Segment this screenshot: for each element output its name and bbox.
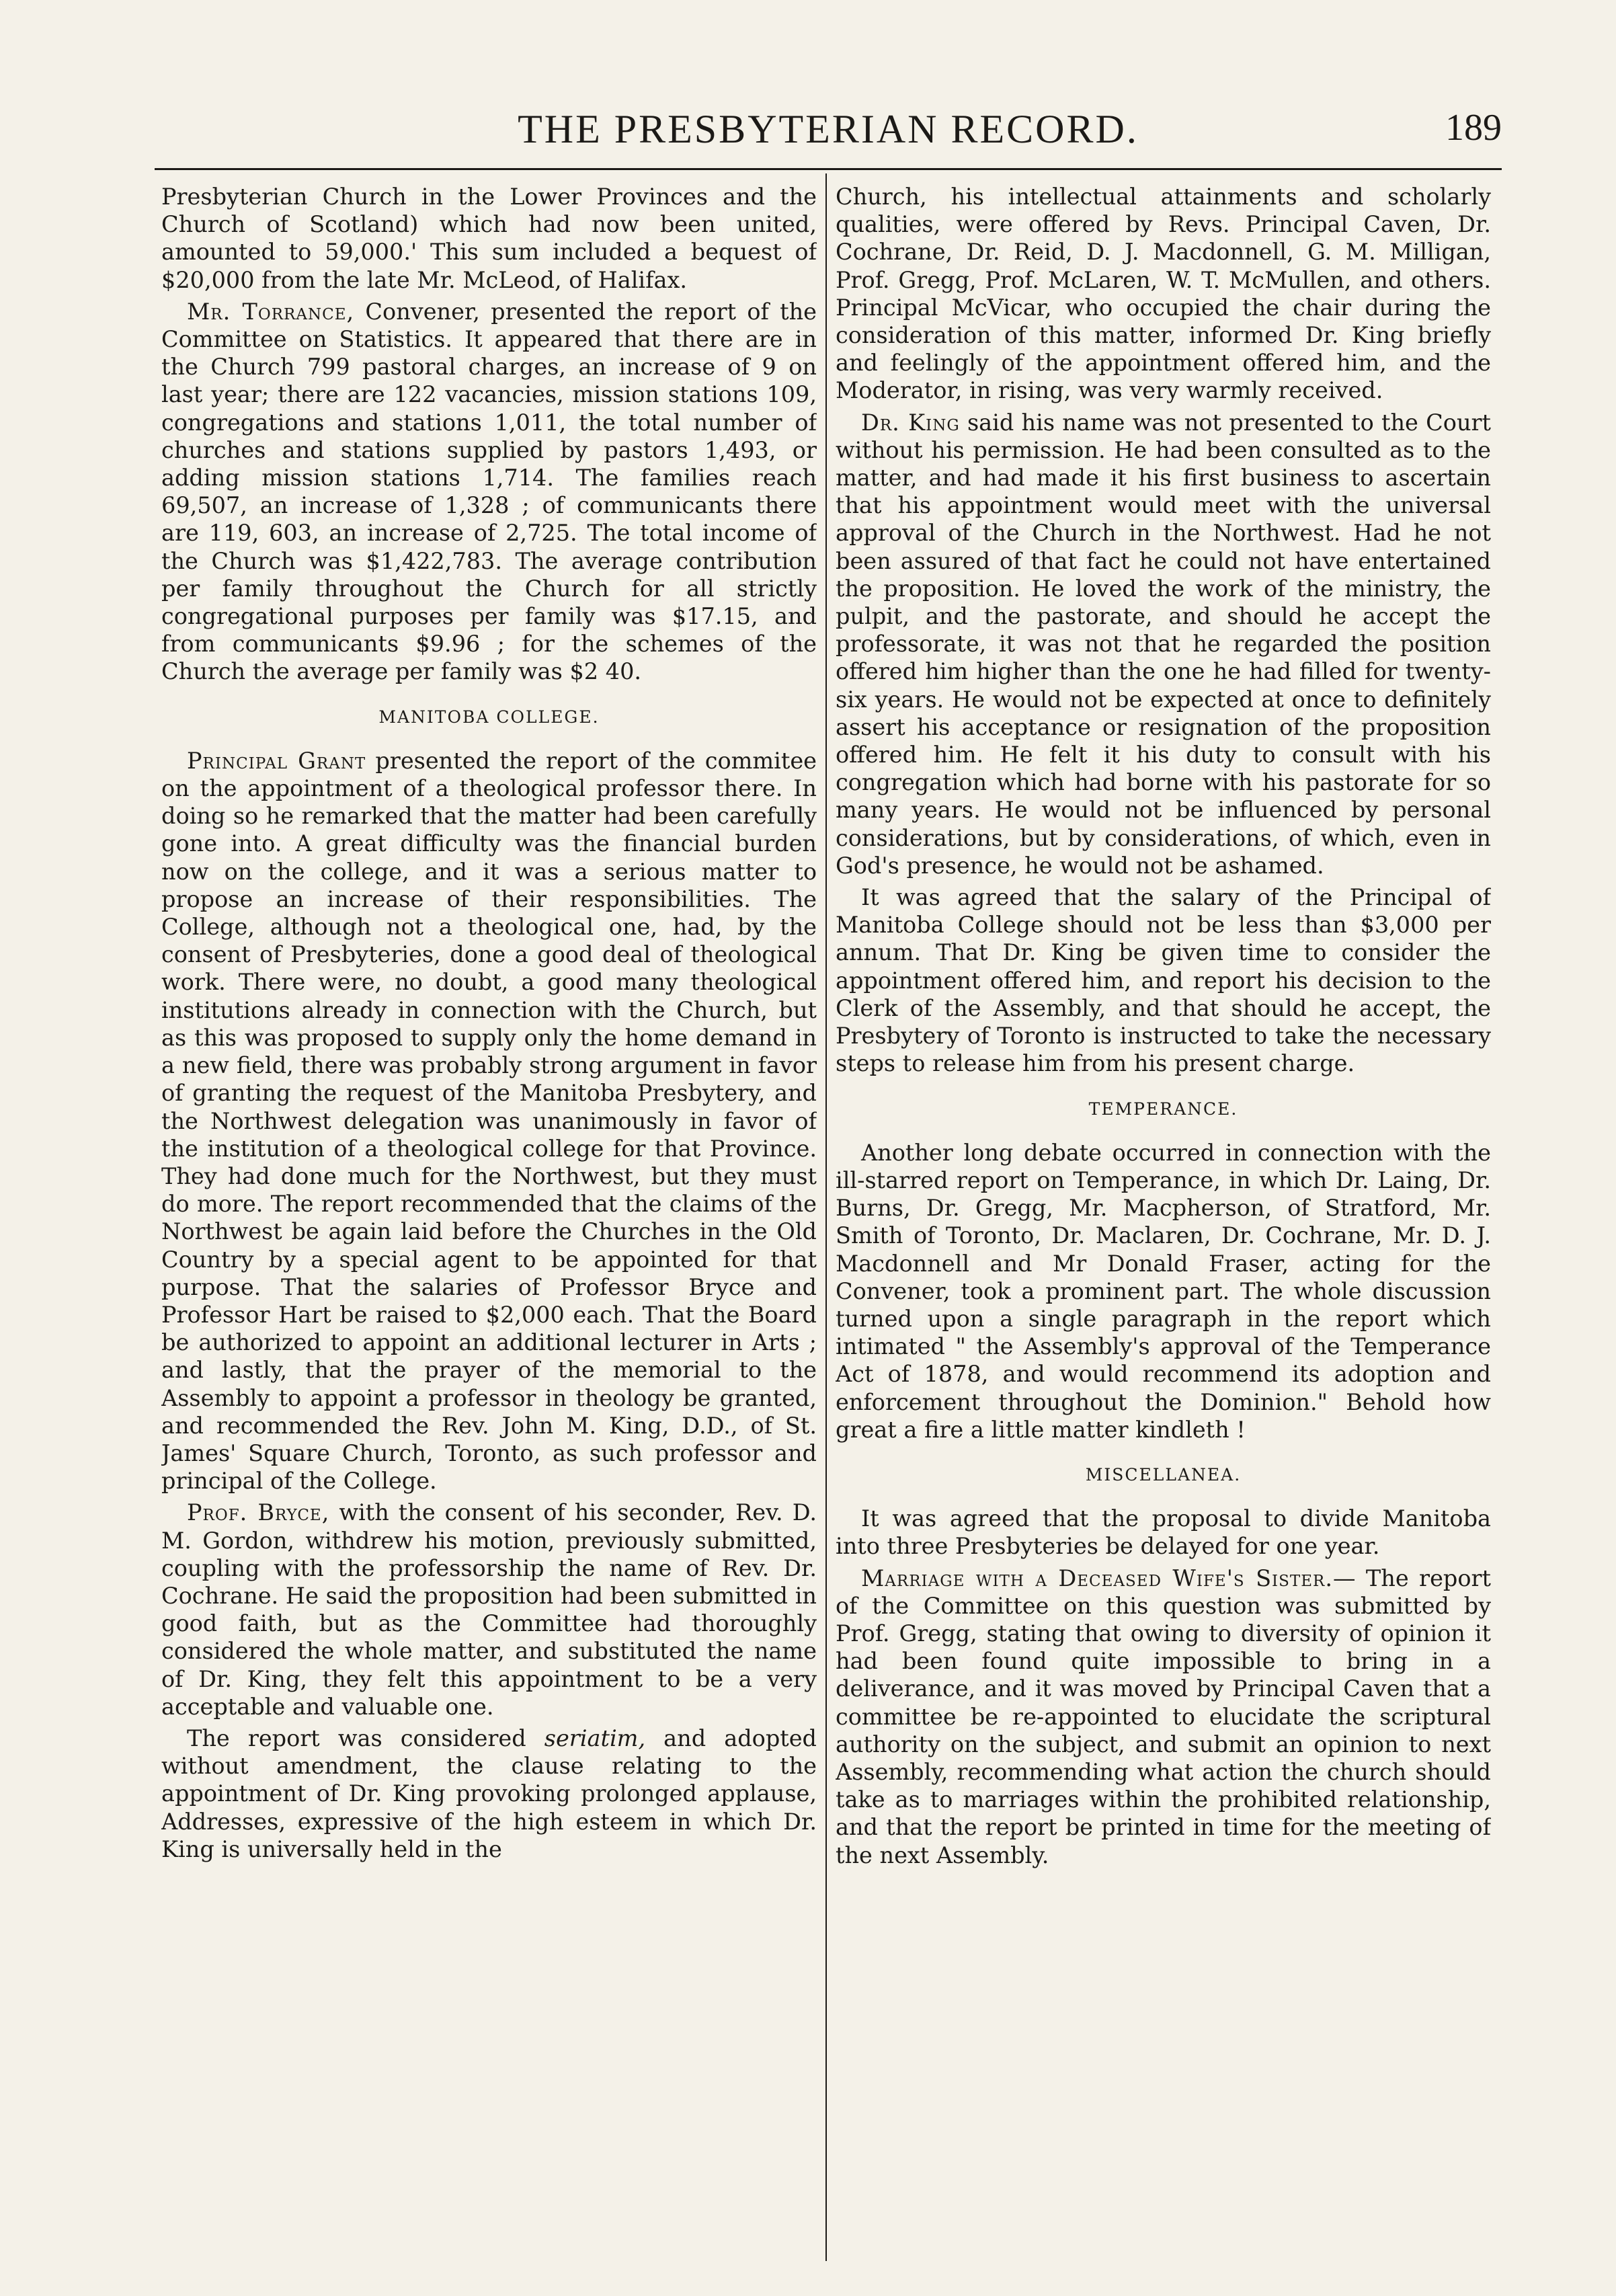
italic-term: seriatim,: [544, 1725, 646, 1751]
header-rule: [155, 168, 1502, 170]
running-head: [155, 101, 1502, 168]
paragraph-prof-bryce: [161, 1499, 817, 1720]
section-heading-miscellanea: MISCELLANEA.: [1085, 1464, 1242, 1485]
speaker-name: Prof. Bryce,: [187, 1499, 330, 1526]
run-in-heading: Marriage with a Deceased Wife's Sister.: [861, 1565, 1333, 1591]
speaker-name: Mr. Torrance,: [187, 298, 355, 325]
speaker-name: Dr. King: [861, 409, 960, 436]
left-column: [161, 183, 817, 2247]
paragraph-continuation: Presbyterian Church in the Lower Provinces and the Church of Scotland) which had now been united, amounted to 59,000.' This sum included a bequest of $20,000 from the late Mr. McLeod, of Halifax.: [161, 184, 817, 293]
paragraph-dr-king: [836, 409, 1491, 879]
paragraph-text: with the consent of his seconder, Rev. D. M. Gordon, withdrew his motion, previously submitted, coupling with the professorship the name of Rev. Dr. Cochrane. He said the proposition had been submitted in good faith, but as the Committee had thoroughly considered the whole matter, and substituted the name of Dr. King, they felt this appointment to be a very acceptable and valuable one.: [161, 1499, 817, 1720]
paragraph-statistics: [161, 298, 817, 686]
column-divider: [825, 173, 827, 2261]
paragraph-report-adopted: [161, 1725, 817, 1863]
paragraph-principal-grant: [161, 747, 817, 1495]
speaker-name: Principal Grant: [187, 747, 366, 774]
paragraph-text: Convener, presented the report of the Committee on Statistics. It appeared that there are in the Church 799 pastoral charges, an increase of 9 on last year; there are 122 vacancies, mission stations 109, congregations and stations 1,011, the total number of churches and stations supplied by pastors 1,493, or adding mission stations 1,714. The families reach 69,507, an increase of 1,328 ; of communicants there are 119, 603, an increase of 2,725. The total income of the Church was $1,422,783. The average contribution per family throughout the Church for all strictly congregational purposes per family was $17.15, and from communicants $9.96 ; for the schemes of the Church the average per family was $2 40.: [161, 298, 817, 685]
paragraph-deceased-wifes-sister: [836, 1565, 1491, 1869]
paragraph-text: — The report of the Committee on this question was submitted by Prof. Gregg, stating that owing to diversity of opinion it had been found quite impossible to bring in a deliverance, and it was moved by Principal Caven that a committee be re-appointed to elucidate the scriptural authority on the subject, and submit an opinion to next Assembly, recommending what action the church should take as to marriages within the prohibited relationship, and that the report be printed in time for the meeting of the next Assembly.: [836, 1565, 1491, 1868]
paragraph-manitoba-presbyteries: It was agreed that the proposal to divide Manitoba into three Presbyteries be delayed for one year.: [836, 1505, 1491, 1560]
paragraph-temperance-debate: Another long debate occurred in connection with the ill-starred report on Temperance, in which Dr. Laing, Dr. Burns, Dr. Gregg, Mr. Macpherson, of Stratford, Mr. Smith of Toronto, Dr. Maclaren, Dr. Cochrane, Mr. D. J. Macdonnell and Mr Donald Fraser, acting for the Convener, took a prominent part. The whole discussion turned upon a single paragraph in the report which intimated " the Assembly's approval of the Temperance Act of 1878, and would recommend its adoption and enforcement throughout the Dominion." Behold how great a fire a little matter kindleth !: [836, 1139, 1491, 1443]
paragraph-text: presented the report of the commitee on the appointment of a theological professor there. In doing so he remarked that the matter had been carefully gone into. A great difficulty was the financial burden now on the college, and it was a serious matter to propose an increase of their responsibilities. The College, although not a theological one, had, by the consent of Presbyteries, done a good deal of theological work. There were, no doubt, a good many theological institutions already in connection with the Church, but as this was proposed to supply only the home demand in a new field, there was probably strong argument in favor of granting the request of the Manitoba Presbytery, and the Northwest delegation was unanimously in favor of the institution of a theological college for that Province. They had done much for the Northwest, but they must do more. The report recommended that the claims of the Northwest be again laid before the Churches in the Old Country by a special agent to be appointed for that purpose. That the salaries of Professor Bryce and Professor Hart be raised to $2,000 each. That the Board be authorized to appoint an additional lecturer in Arts ; and lastly, that the prayer of the memorial to the Assembly to appoint a professor in theology be granted, and recommended the Rev. John M. King, D.D., of St. James' Square Church, Toronto, as such professor and principal of the College.: [161, 747, 817, 1495]
page-number: 189: [1445, 107, 1502, 149]
right-column: [836, 183, 1491, 2247]
running-title: THE PRESBYTERIAN RECORD.: [518, 107, 1139, 151]
section-heading-manitoba-college: MANITOBA COLLEGE.: [378, 707, 600, 727]
paragraph-text: The report was considered: [187, 1725, 544, 1751]
paragraph-text: and adopted without amendment, the clause relating to the appointment of Dr. King provoking prolonged applause, Addresses, expressive of the high esteem in which Dr. King is universally held in the: [161, 1725, 817, 1862]
paragraph-continuation: Church, his intellectual attainments and scholarly qualities, were offered by Revs. Principal Caven, Dr. Cochrane, Dr. Reid, D. J. Macdonnell, G. M. Milligan, Prof. Gregg, Prof. McLaren, W. T. McMullen, and others. Principal McVicar, who occupied the chair during the consideration of this matter, informed Dr. King briefly and feelingly of the appointment offered him, and the Moderator, in rising, was very warmly received.: [836, 184, 1491, 404]
section-heading-temperance: TEMPERANCE.: [1088, 1099, 1238, 1119]
paragraph-text: said his name was not presented to the Court without his permission. He had been consulted as to the matter, and had made it his first business to ascertain that his appointment would meet with the universal approval of the Church in the Northwest. Had he not been assured of that fact he could not have entertained the proposition. He loved the work of the ministry, the pulpit, and the pastorate, and should he accept the professorate, it was not that he regarded the position offered him higher than the one he had filled for twenty-six years. He would not be expected at once to definitely assert his acceptance or resignation of the proposition offered him. He felt it his duty to consult with his congregation which had borne with his pastorate for so many years. He would not be influenced by personal considerations, but by considerations, of which, even in God's presence, he would not be ashamed.: [836, 409, 1491, 879]
paragraph-salary: It was agreed that the salary of the Principal of Manitoba College should not be less than $3,000 per annum. That Dr. King be given time to consider the appointment offered him, and report his decision to the Clerk of the Assembly, and that should he accept, the Presbytery of Toronto is instructed to take the necessary steps to release him from his present charge.: [836, 884, 1491, 1077]
